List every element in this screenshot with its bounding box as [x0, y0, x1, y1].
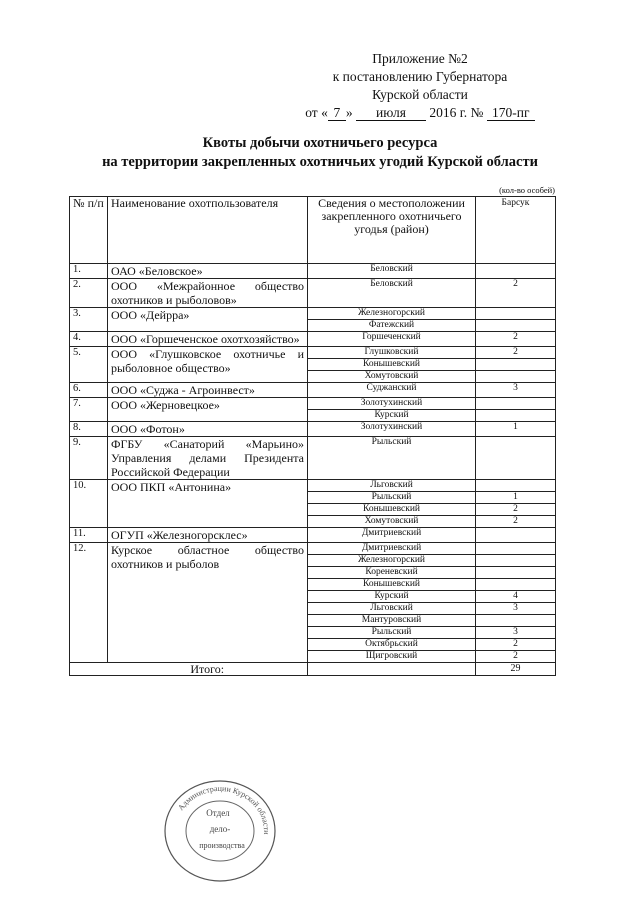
total-spacer [70, 663, 108, 676]
district-name: Железногорский [308, 555, 476, 567]
organization-name: Курское областное общество охотников и рыболов [108, 543, 308, 663]
row-number: 11. [70, 528, 108, 543]
organization-name: ООО «Суджа - Агроинвест» [108, 383, 308, 398]
organization-name: ООО «Фотон» [108, 422, 308, 437]
organization-name: ООО ПКП «Антонина» [108, 480, 308, 528]
quota-value: 1 [476, 492, 556, 504]
organization-name: ООО «Дейрра» [108, 308, 308, 332]
district-name: Глушковский [308, 347, 476, 359]
quota-value: 2 [476, 516, 556, 528]
date-day: 7 [328, 106, 346, 121]
quota-value [476, 371, 556, 383]
district-name: Фатежский [308, 320, 476, 332]
header-animal: Барсук [476, 197, 556, 264]
table-row [70, 422, 556, 437]
organization-name: ООО «Межрайонное общество охотников и рыболовов» [108, 279, 308, 308]
appendix-date-line [300, 104, 540, 122]
row-number: 6. [70, 383, 108, 398]
district-name: Льговский [308, 603, 476, 615]
table-body [70, 264, 556, 663]
quota-value [476, 528, 556, 543]
header-name: Наименование охотпользователя [108, 197, 308, 264]
row-number: 8. [70, 422, 108, 437]
district-name: Рыльский [308, 627, 476, 639]
appendix-reference: к постановлению Губернатора [332, 69, 508, 84]
table-header-row [70, 197, 556, 264]
district-name: Дмитриевский [308, 543, 476, 555]
row-number: 4. [70, 332, 108, 347]
district-name: Железногорский [308, 308, 476, 320]
district-name: Курский [308, 410, 476, 422]
stamp [160, 776, 280, 886]
row-number: 10. [70, 480, 108, 528]
total-row [70, 663, 556, 676]
date-month: июля [356, 106, 426, 121]
quota-value [476, 320, 556, 332]
table-row [70, 347, 556, 359]
district-name: Мантуровский [308, 615, 476, 627]
stamp-ring-text: Администрации Курской области [176, 783, 272, 835]
row-number: 1. [70, 264, 108, 279]
quota-value [476, 308, 556, 320]
quota-value [476, 615, 556, 627]
table-row [70, 383, 556, 398]
quota-value [476, 264, 556, 279]
organization-name: ООО «Жерновецкое» [108, 398, 308, 422]
date-mid: » [345, 105, 353, 120]
organization-name: ОГУП «Железногорсклес» [108, 528, 308, 543]
total-value: 29 [476, 663, 556, 676]
quota-value [476, 480, 556, 492]
quota-value: 2 [476, 347, 556, 359]
organization-name: ФГБУ «Санаторий «Марьино» Управления делами Президента Российской Федерации [108, 437, 308, 480]
district-name: Льговский [308, 480, 476, 492]
district-name: Золотухинский [308, 422, 476, 437]
quota-value [476, 398, 556, 410]
header-location: Сведения о местоположении закрепленного охотничьего угодья (район) [308, 197, 476, 264]
table-row [70, 279, 556, 308]
quota-value: 2 [476, 651, 556, 663]
total-label: Итого: [108, 663, 308, 676]
table-row [70, 528, 556, 543]
district-name: Конышевский [308, 359, 476, 371]
row-number: 12. [70, 543, 108, 663]
district-name: Золотухинский [308, 398, 476, 410]
quota-value: 3 [476, 627, 556, 639]
date-year: 2016 г. № [429, 105, 484, 120]
quota-value [476, 410, 556, 422]
organization-name: ООО «Глушковское охотничье и рыболовное общество» [108, 347, 308, 383]
quota-value [476, 567, 556, 579]
decree-number: 170-пг [487, 106, 535, 121]
quota-value [476, 579, 556, 591]
appendix-region: Курской области [372, 87, 468, 102]
stamp-line-3: производства [199, 841, 245, 850]
quota-value [476, 437, 556, 480]
table-row [70, 437, 556, 480]
quota-value [476, 555, 556, 567]
district-name: Конышевский [308, 579, 476, 591]
district-name: Щигровский [308, 651, 476, 663]
table-row [70, 308, 556, 320]
organization-name: ОАО «Беловское» [108, 264, 308, 279]
table-row [70, 480, 556, 492]
district-name: Беловский [308, 279, 476, 308]
quota-value: 2 [476, 504, 556, 516]
appendix-title: Приложение №2 [372, 51, 468, 66]
appendix-block [300, 50, 540, 122]
row-number: 9. [70, 437, 108, 480]
table-row [70, 264, 556, 279]
table-row [70, 332, 556, 347]
row-number: 2. [70, 279, 108, 308]
district-name: Кореневский [308, 567, 476, 579]
quota-value: 4 [476, 591, 556, 603]
title-line-1: Квоты добычи охотничьего ресурса [202, 135, 438, 151]
district-name: Хомутовский [308, 516, 476, 528]
header-num: № п/п [70, 197, 108, 264]
district-name: Хомутовский [308, 371, 476, 383]
document-title [0, 134, 640, 172]
quota-value: 1 [476, 422, 556, 437]
district-name: Курский [308, 591, 476, 603]
organization-name: ООО «Горшеченское охотхозяйство» [108, 332, 308, 347]
quota-value [476, 359, 556, 371]
stamp-line-1: Отдел [206, 808, 230, 818]
district-name: Дмитриевский [308, 528, 476, 543]
quota-value: 2 [476, 332, 556, 347]
district-name: Беловский [308, 264, 476, 279]
district-name: Суджанский [308, 383, 476, 398]
quota-value [476, 543, 556, 555]
quota-value: 3 [476, 603, 556, 615]
district-name: Горшеченский [308, 332, 476, 347]
quota-value: 2 [476, 639, 556, 651]
district-name: Октябрьский [308, 639, 476, 651]
district-name: Рыльский [308, 492, 476, 504]
table-row [70, 398, 556, 410]
table-row [70, 543, 556, 555]
units-note: (кол-во особей) [499, 185, 555, 195]
title-line-2: на территории закрепленных охотничьих угодий Курской области [102, 154, 538, 170]
stamp-seal [160, 776, 280, 886]
district-name: Конышевский [308, 504, 476, 516]
quota-value: 3 [476, 383, 556, 398]
quota-value: 2 [476, 279, 556, 308]
row-number: 3. [70, 308, 108, 332]
district-name: Рыльский [308, 437, 476, 480]
date-prefix: от « [305, 105, 328, 120]
stamp-line-2: дело- [209, 824, 231, 834]
total-empty [308, 663, 476, 676]
row-number: 7. [70, 398, 108, 422]
row-number: 5. [70, 347, 108, 383]
quota-table [69, 196, 556, 676]
